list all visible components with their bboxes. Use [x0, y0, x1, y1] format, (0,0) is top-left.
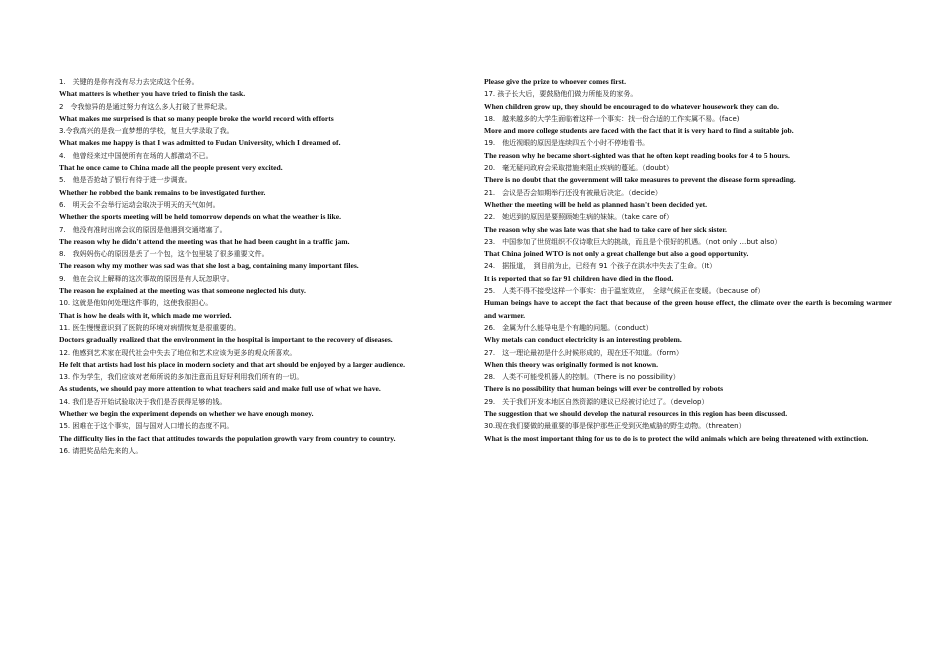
english-sentence: Whether the sports meeting will be held tomorrow depends on what the weather is like. — [59, 212, 342, 222]
english-sentence: What is the most important thing for us to do is to protect the wild animals which are being threatened with extinction. — [484, 433, 869, 443]
chinese-prompt: 20. 毫无疑问政府会采取措施来阻止疾病的蔓延。（doubt） — [484, 164, 673, 173]
english-sentence: As students, we should pay more attention to what teachers said and make full use of what we have. — [59, 384, 381, 394]
english-sentence: Please give the prize to whoever comes first. — [484, 77, 626, 86]
chinese-prompt: 7. 他没有准时出席会议的原因是他遇到交通堵塞了。 — [59, 225, 227, 234]
chinese-prompt: 22. 她迟到的原因是要照顾她生病的妹妹。（take care of） — [484, 213, 674, 222]
english-sentence: The reason why she was late was that she had to take care of her sick sister. — [484, 224, 727, 234]
english-sentence: Why metals can conduct electricity is an interesting problem. — [484, 335, 682, 345]
english-sentence: Doctors gradually realized that the environment in the hospital is important to the recovery of diseases. — [59, 335, 393, 345]
english-sentence: There is no possibility that human beings will ever be controlled by robots — [484, 384, 724, 394]
chinese-prompt: 4. 他曾经来过中国使所有在场的人都激动不已。 — [59, 151, 213, 160]
english-sentence: More and more college students are faced with the fact that it is very hard to find a suitable job. — [484, 126, 794, 136]
chinese-prompt: 15. 困难在于这个事实，国与国对人口增长的态度不同。 — [59, 422, 234, 431]
chinese-prompt: 21. 会议是否会如期举行还没有被最后决定。（decide） — [484, 188, 662, 197]
chinese-prompt: 11. 医生慢慢意识到了医院的环境对病情恢复是很重要的。 — [59, 323, 241, 332]
english-sentence: Whether the meeting will be held as planned hasn't been decided yet. — [484, 199, 708, 209]
chinese-prompt: 19. 他近视眼的原因是连续四五个小时不停地看书。 — [484, 139, 650, 148]
chinese-prompt: 2 令我惊异的是通过努力有这么多人打破了世界纪录。 — [59, 102, 232, 111]
english-sentence: That he once came to China made all the people present very excited. — [59, 163, 283, 173]
english-sentence: When children grow up, they should be encouraged to do whatever housework they can do. — [484, 101, 779, 111]
right-column — [484, 76, 892, 445]
chinese-prompt: 30.现在我们要做的最重要的事是保护那些正受到灭绝威胁的野生动物。（threaten） — [484, 422, 746, 431]
chinese-prompt: 17. 孩子长大后，要鼓励他们做力所能及的家务。 — [484, 90, 638, 99]
english-sentence: The reason why he didn't attend the meeting was that he had been caught in a traffic jam. — [59, 236, 350, 246]
chinese-prompt: 3.令我高兴的是我一直梦想的学校，复旦大学录取了我。 — [59, 127, 234, 136]
english-sentence: When this theory was originally formed is not known. — [484, 359, 659, 369]
chinese-prompt: 23. 中国参加了世贸组织不仅诗歌巨大的挑战，而且是个很好的机遇。（not only …but also） — [484, 237, 782, 246]
left-column — [59, 76, 444, 457]
chinese-prompt: 26. 金属为什么能导电是个有趣的问题。（conduct） — [484, 323, 653, 332]
chinese-prompt: 13. 作为学生，我们应该对老师所说的多加注意而且好好利用我们所有的一切。 — [59, 373, 304, 382]
english-sentence: The suggestion that we should develop the natural resources in this region has been discussed. — [484, 409, 788, 419]
english-sentence: The reason why he became short-sighted was that he often kept reading books for 4 to 5 hours. — [484, 150, 790, 160]
chinese-prompt: 10. 这就是他如何处理这件事的，这使我很担心。 — [59, 299, 213, 308]
chinese-prompt: 29. 关于我们开发本地区自然资源的建议已经被讨论过了。（develop） — [484, 397, 709, 406]
english-sentence: The reason he explained at the meeting was that someone neglected his duty. — [59, 286, 306, 296]
english-sentence: The reason why my mother was sad was that she lost a bag, containing many important files. — [59, 261, 359, 271]
english-sentence: What matters is whether you have tried to finish the task. — [59, 89, 246, 99]
english-sentence: There is no doubt that the government will take measures to prevent the disease form spreading. — [484, 175, 796, 185]
english-sentence: Whether he robbed the bank remains to be investigated further. — [59, 187, 266, 197]
chinese-prompt: 12. 他感到艺术家在现代社会中失去了地位和艺术应该为更多的观众所喜欢。 — [59, 348, 297, 357]
chinese-prompt: 6. 明天会不会举行运动会取决于明天的天气如何。 — [59, 200, 220, 209]
chinese-prompt: 25. 人类不得不接受这样一个事实：由于温室效应， 全球气候正在变暖。（because of） — [484, 287, 765, 296]
english-sentence: He felt that artists had lost his place in modern society and that art should be enjoyed by a larger audience. — [59, 359, 406, 369]
chinese-prompt: 1. 关键的是你有没有尽力去完成这个任务。 — [59, 78, 199, 86]
chinese-prompt: 28. 人类不可能受机器人的控制。（There is no possibility） — [484, 373, 680, 382]
chinese-prompt: 14. 我们是否开始试验取决于我们是否获得足够的钱。 — [59, 397, 227, 406]
chinese-prompt: 5. 他是否抢劫了银行有待于进一步调查。 — [59, 176, 192, 185]
english-sentence: It is reported that so far 91 children have died in the flood. — [484, 273, 674, 283]
english-sentence: The difficulty lies in the fact that attitudes towards the population growth vary from country to country. — [59, 433, 396, 443]
chinese-prompt: 18. 越来越多的大学生面临着这样一个事实：找一份合适的工作实属不易。(face) — [484, 114, 740, 123]
chinese-prompt: 9. 他在会议上解释的这次事故的原因是有人玩忽职守。 — [59, 274, 234, 283]
chinese-prompt: 16. 请把奖品给先来的人。 — [59, 446, 143, 455]
english-sentence: What makes me surprised is that so many people broke the world record with efforts — [59, 113, 334, 123]
chinese-prompt: 8. 我妈妈伤心的原因是丢了一个包，这个包里装了很多重要文件。 — [59, 250, 269, 259]
english-sentence: Human beings have to accept the fact that because of the green house effect, the climate over the earth is becoming warmer and warmer. — [484, 298, 892, 320]
english-sentence: Whether we begin the experiment depends on whether we have enough money. — [59, 409, 314, 419]
english-sentence: What makes me happy is that I was admitted to Fudan University, which I dreamed of. — [59, 138, 341, 148]
chinese-prompt: 24. 据报道， 到目前为止，已经有 91 个孩子在洪水中失去了生命。（It） — [484, 262, 717, 271]
chinese-prompt: 27. 这一理论最初是什么时候形成的，现在还不知道。（form） — [484, 348, 683, 357]
english-sentence: That China joined WTO is not only a great challenge but also a good opportunity. — [484, 249, 749, 259]
english-sentence: That is how he deals with it, which made me worried. — [59, 310, 232, 320]
